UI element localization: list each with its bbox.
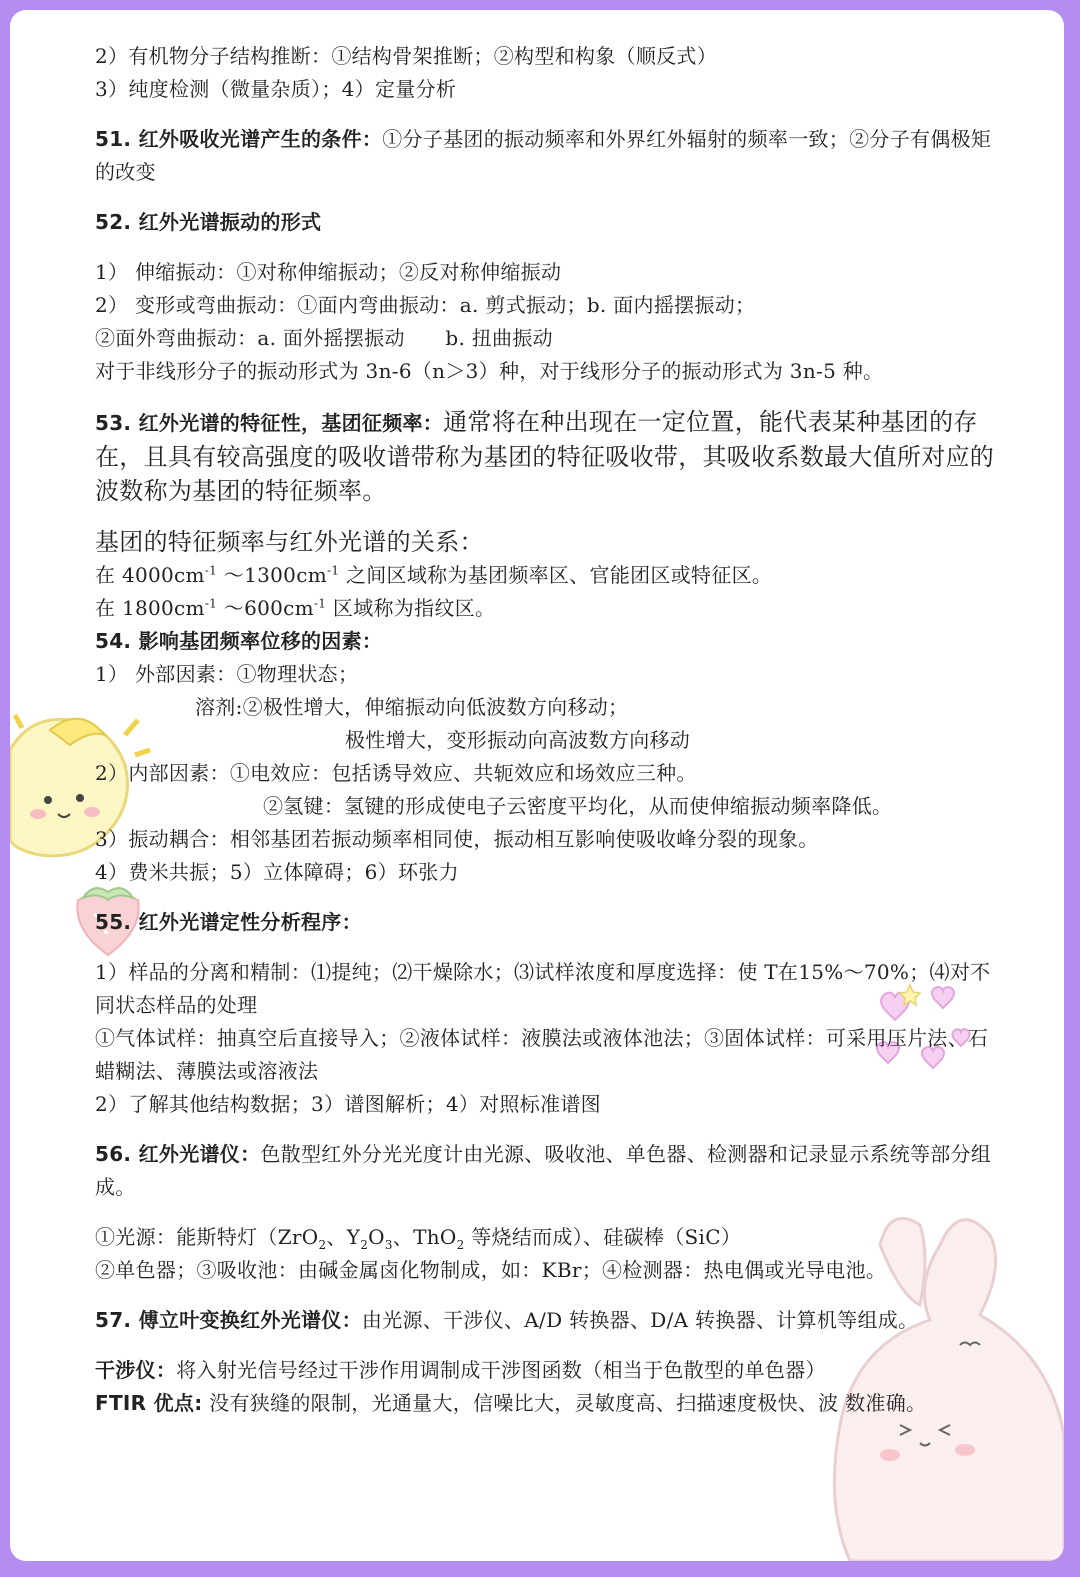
section-55-line-3: 2）了解其他结构数据；3）谱图解析；4）对照标准谱图 [95,1092,601,1116]
section-51 [95,123,995,189]
document-body [95,40,995,1420]
section-56-components: ②单色器；③吸收池：由碱金属卤化物制成，如：KBr；④检测器：热电偶或光导电池。 [95,1258,887,1282]
relation-line-2: 在 $1800cm^{-1}$ $\sim 600cm^{-1}$ 区域称为指纹区。 [95,596,496,620]
section-56-light-source: ①光源：能斯特灯（ZrO$_2$、$Y_2O_3$、ThO$_2$ 等烧结而成）、硅碳棒（SiC） [95,1225,742,1252]
relation-heading: 基团的特征频率与红外光谱的关系： [95,528,484,556]
section-57 [95,1304,995,1337]
section-55-heading: 55. 红外光谱定性分析程序： [95,910,362,934]
section-54-line-2: 溶剂:②极性增大，伸缩振动向低波数方向移动； [195,695,629,719]
relation-line-1: 在 $4000cm^{-1}$ $\sim 1300cm^{-1}$ 之间区域称为基团频率区、官能团区或特征区。 [95,563,773,587]
line-purity-check: 3）纯度检测（微量杂质）；4）定量分析 [95,77,457,101]
section-56 [95,1138,995,1204]
section-54-line-3: 极性增大，变形振动向高波数方向移动 [345,728,691,752]
section-54-line-1: 1） 外部因素：①物理状态； [95,662,359,686]
section-52-heading: 52. 红外光谱振动的形式 [95,210,322,234]
interferometer-line: 干涉仪：将入射光信号经过干涉作用调制成干涉图函数（相当于色散型的单色器） [95,1358,826,1382]
section-52-line-3: ②面外弯曲振动：a. 面外摇摆振动 b. 扭曲振动 [95,326,553,350]
section-56-heading: 56. 红外光谱仪： [95,1142,261,1166]
section-53 [95,405,995,508]
section-55-line-1: 1）样品的分离和精制：⑴提纯；⑵干燥除水；⑶试样浓度和厚度选择：使 T在15%～70%；⑷对不同状态样品的处理 [95,960,991,1017]
section-54-line-5: ②氢键：氢键的形成使电子云密度平均化，从而使伸缩振动频率降低。 [263,794,893,818]
section-57-heading: 57. 傅立叶变换红外光谱仪： [95,1308,362,1332]
section-51-body: ①分子基团的振动频率和外界红外辐射的频率一致；②分子有偶极矩的改变 [95,127,992,184]
section-51-heading: 51. 红外吸收光谱产生的条件： [95,127,383,151]
page [10,10,1064,1561]
section-52-line-4: 对于非线形分子的振动形式为 3n-6（n＞3）种，对于线形分子的振动形式为 3n-5 种。 [95,359,884,383]
section-55-line-2: ①气体试样：抽真空后直接导入；②液体试样：液膜法或液体池法；③固体试样：可采用压片法、石蜡糊法、薄膜法或溶液法 [95,1026,989,1083]
section-53-body: 通常将在种出现在一定位置，能代表某种基团的存在，且具有较高强度的吸收谱带称为基团的特征吸收带，其吸收系数最大值所对应的波数称为基团的特征频率。 [95,408,995,505]
ftir-advantages-line: FTIR 优点: 没有狭缝的限制，光通量大，信噪比大，灵敏度高、扫描速度极快、波 数准确。 [95,1391,927,1415]
section-56-body: 色散型红外分光光度计由光源、吸收池、单色器、检测器和记录显示系统等部分组成。 [95,1142,992,1199]
section-57-body: 由光源、干涉仪、A/D 转换器、D/A 转换器、计算机等组成。 [361,1308,919,1332]
section-53-heading: 53. 红外光谱的特征性，基团征频率： [95,411,444,435]
section-54-heading: 54. 影响基团频率位移的因素： [95,629,383,653]
section-52-line-1: 1） 伸缩振动：①对称伸缩振动；②反对称伸缩振动 [95,260,562,284]
section-54-line-7: 4）费米共振；5）立体障碍；6）环张力 [95,860,459,884]
section-52-line-2: 2） 变形或弯曲振动：①面内弯曲振动：a. 剪式振动；b. 面内摇摆振动； [95,293,756,317]
section-54-line-6: 3）振动耦合：相邻基团若振动频率相同使，振动相互影响使吸收峰分裂的现象。 [95,827,819,851]
line-structure-inference: 2）有机物分子结构推断：①结构骨架推断；②构型和构象（顺反式） [95,44,718,68]
section-54-line-4: 2）内部因素：①电效应：包括诱导效应、共轭效应和场效应三种。 [95,761,697,785]
